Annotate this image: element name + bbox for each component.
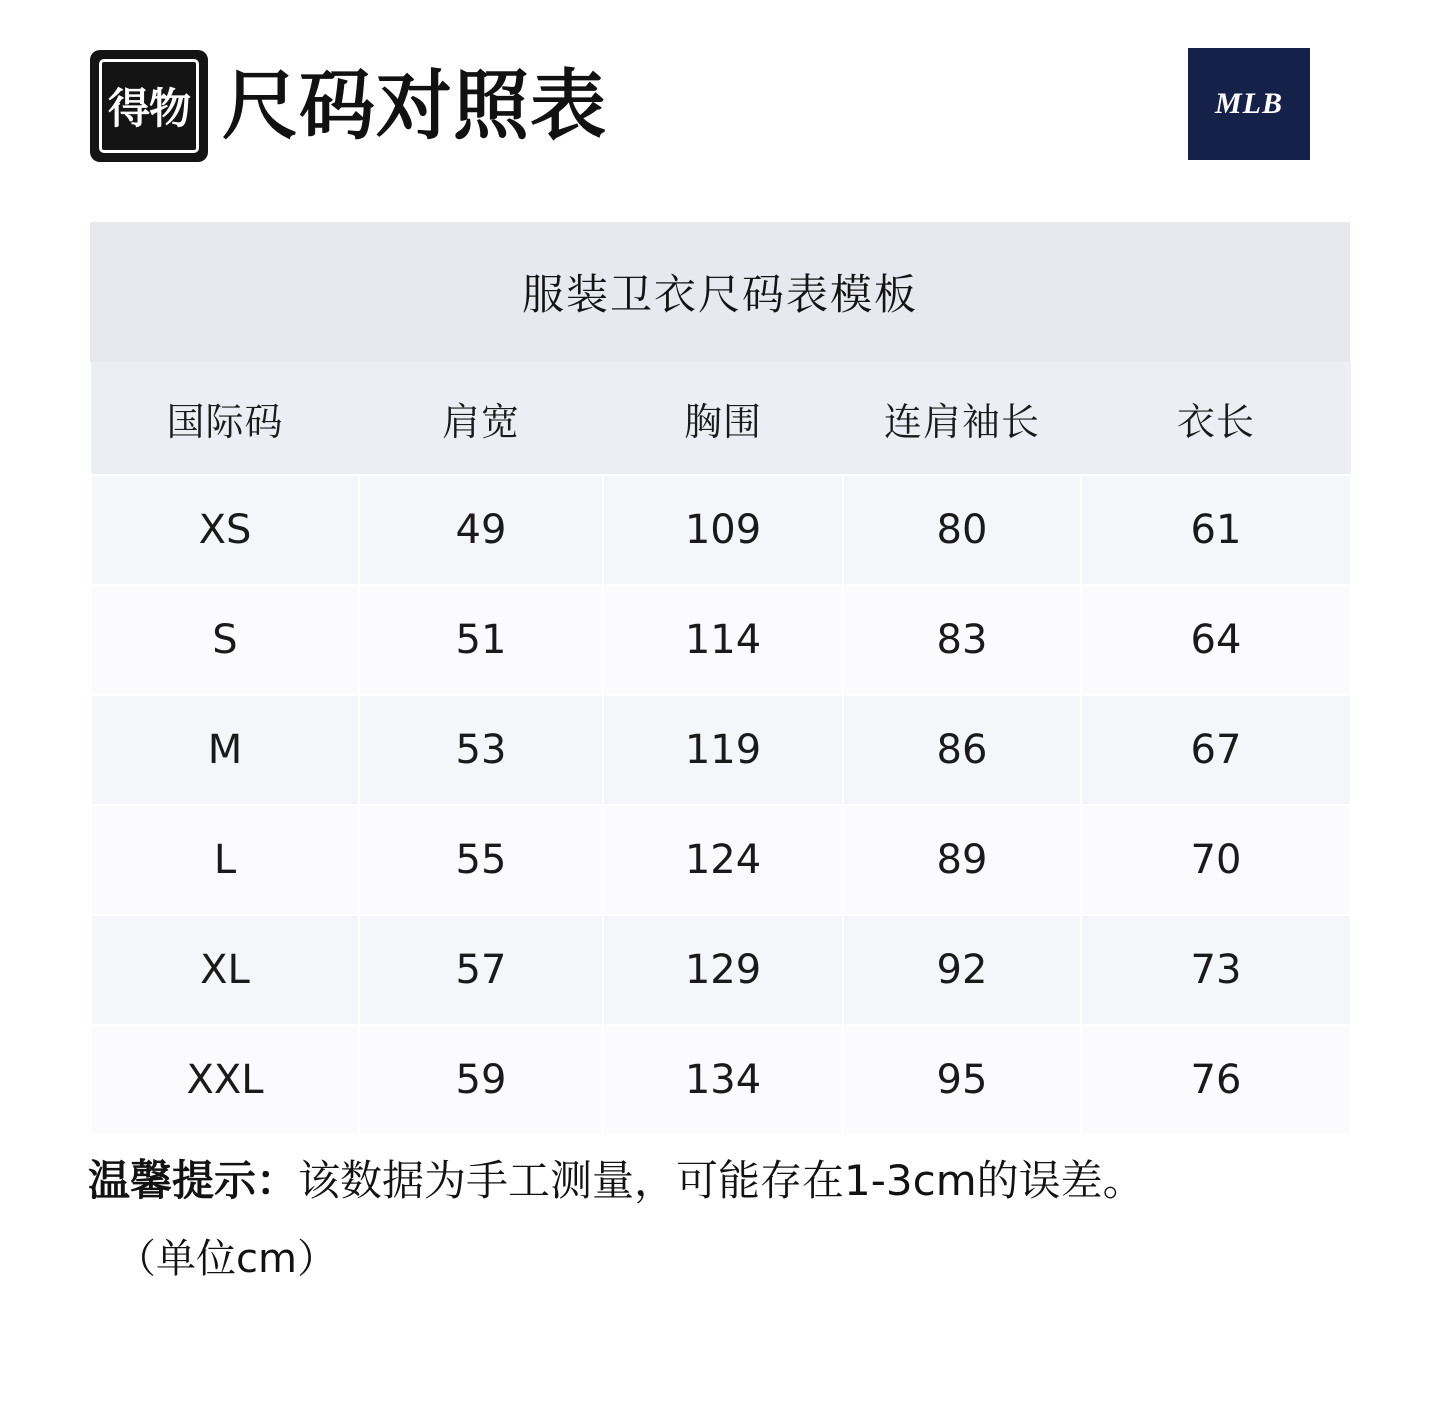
- column-header-shoulder: 肩宽: [359, 362, 603, 475]
- size-table-container: [90, 222, 1350, 1136]
- cell-shoulder: 49: [359, 475, 603, 585]
- size-table: [90, 362, 1352, 1136]
- cell-bust: 129: [603, 915, 843, 1025]
- cell-sleeve: 83: [843, 585, 1081, 695]
- note-text: 该数据为手工测量，可能存在1-3cm的误差。: [298, 1156, 1145, 1205]
- table-row: [91, 915, 1351, 1025]
- cell-shoulder: 57: [359, 915, 603, 1025]
- cell-sleeve: 92: [843, 915, 1081, 1025]
- note-label: 温馨提示：: [88, 1156, 299, 1205]
- page-title: 尺码对照表: [222, 61, 607, 150]
- brand-badge: [90, 50, 208, 162]
- table-header-row: [91, 362, 1351, 475]
- mlb-logo-text: MLB: [1214, 87, 1283, 120]
- column-header-length: 衣长: [1081, 362, 1351, 475]
- cell-size: XL: [91, 915, 359, 1025]
- table-row: [91, 585, 1351, 695]
- cell-sleeve: 89: [843, 805, 1081, 915]
- cell-bust: 134: [603, 1025, 843, 1135]
- brand-badge-label: 得物: [99, 59, 199, 153]
- cell-size: XS: [91, 475, 359, 585]
- cell-size: S: [91, 585, 359, 695]
- cell-length: 76: [1081, 1025, 1351, 1135]
- column-header-size: 国际码: [91, 362, 359, 475]
- column-header-sleeve: 连肩袖长: [843, 362, 1081, 475]
- cell-shoulder: 51: [359, 585, 603, 695]
- cell-length: 70: [1081, 805, 1351, 915]
- cell-bust: 124: [603, 805, 843, 915]
- column-header-bust: 胸围: [603, 362, 843, 475]
- table-row: [91, 475, 1351, 585]
- page-header: [0, 22, 1440, 172]
- cell-shoulder: 53: [359, 695, 603, 805]
- cell-size: M: [91, 695, 359, 805]
- note-block: [88, 1148, 1368, 1292]
- table-row: [91, 695, 1351, 805]
- cell-shoulder: 55: [359, 805, 603, 915]
- cell-sleeve: 80: [843, 475, 1081, 585]
- table-row: [91, 805, 1351, 915]
- cell-bust: 114: [603, 585, 843, 695]
- cell-sleeve: 95: [843, 1025, 1081, 1135]
- cell-length: 67: [1081, 695, 1351, 805]
- cell-sleeve: 86: [843, 695, 1081, 805]
- cell-length: 61: [1081, 475, 1351, 585]
- table-row: [91, 1025, 1351, 1135]
- note-unit: （单位cm）: [116, 1236, 337, 1282]
- cell-length: 73: [1081, 915, 1351, 1025]
- table-caption: 服装卫衣尺码表模板: [90, 222, 1350, 362]
- mlb-logo: [1188, 48, 1310, 160]
- cell-size: L: [91, 805, 359, 915]
- cell-bust: 109: [603, 475, 843, 585]
- cell-size: XXL: [91, 1025, 359, 1135]
- cell-shoulder: 59: [359, 1025, 603, 1135]
- cell-length: 64: [1081, 585, 1351, 695]
- cell-bust: 119: [603, 695, 843, 805]
